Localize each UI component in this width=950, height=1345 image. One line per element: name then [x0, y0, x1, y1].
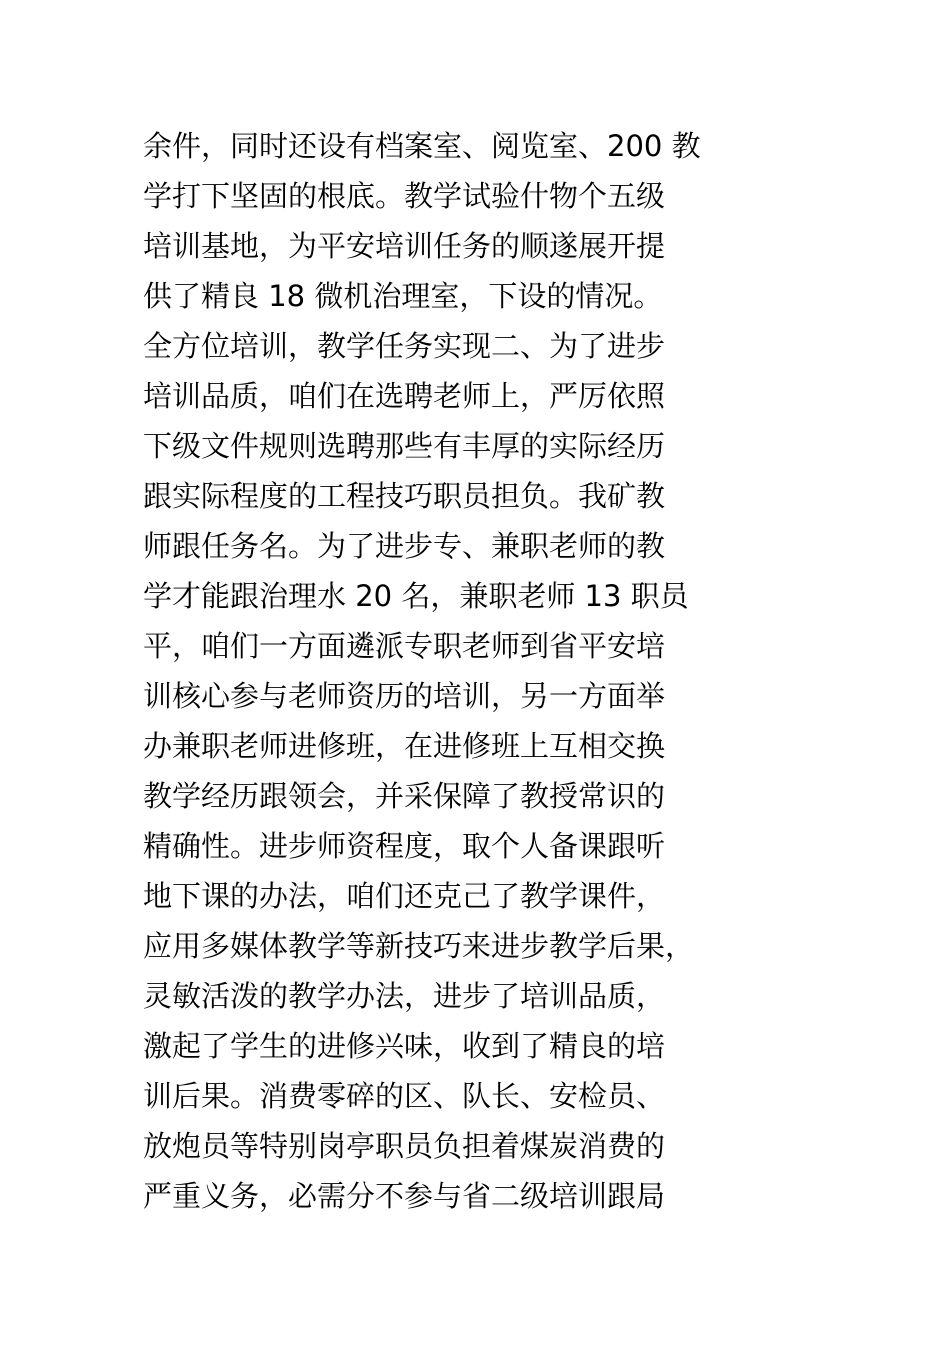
- text-line-14: 教学经历跟领会，并采保障了教授常识的: [143, 779, 666, 813]
- text-line-19: 激起了学生的进修兴味，收到了精良的培: [143, 1029, 666, 1063]
- text-line-22: 严重义务，必需分不参与省二级培训跟局: [143, 1179, 666, 1213]
- text-line-1: 余件，同时还设有档案室、阅览室、200 教: [143, 129, 701, 163]
- text-line-17: 应用多媒体教学等新技巧来进步教学后果，: [143, 929, 695, 963]
- text-line-15: 精确性。进步师资程度，取个人备课跟听: [143, 829, 666, 863]
- text-line-5: 全方位培训，教学任务实现二、为了进步: [143, 329, 666, 363]
- text-line-21: 放炮员等特别岗亭职员负担着煤炭消费的: [143, 1129, 666, 1163]
- text-line-9: 师跟任务名。为了进步专、兼职老师的教: [143, 529, 666, 563]
- text-line-18: 灵敏活泼的教学办法，进步了培训品质，: [143, 979, 666, 1013]
- text-line-4: 供了精良 18 微机治理室，下设的情况。: [143, 279, 663, 313]
- text-line-12: 训核心参与老师资历的培训，另一方面举: [143, 679, 666, 713]
- text-line-11: 平，咱们一方面遴派专职老师到省平安培: [143, 629, 666, 663]
- text-line-20: 训后果。消费零碎的区、队长、安检员、: [143, 1079, 666, 1113]
- body-text: [143, 121, 803, 1221]
- text-line-3: 培训基地，为平安培训任务的顺遂展开提: [143, 229, 666, 263]
- text-line-13: 办兼职老师进修班，在进修班上互相交换: [143, 729, 666, 763]
- text-line-2: 学打下坚固的根底。教学试验什物个五级: [143, 179, 666, 213]
- text-line-6: 培训品质，咱们在选聘老师上，严厉依照: [143, 379, 666, 413]
- text-line-8: 跟实际程度的工程技巧职员担负。我矿教: [143, 479, 666, 513]
- text-line-10: 学才能跟治理水 20 名，兼职老师 13 职员: [143, 579, 689, 613]
- text-line-7: 下级文件规则选聘那些有丰厚的实际经历: [143, 429, 666, 463]
- text-line-16: 地下课的办法，咱们还克己了教学课件，: [143, 879, 666, 913]
